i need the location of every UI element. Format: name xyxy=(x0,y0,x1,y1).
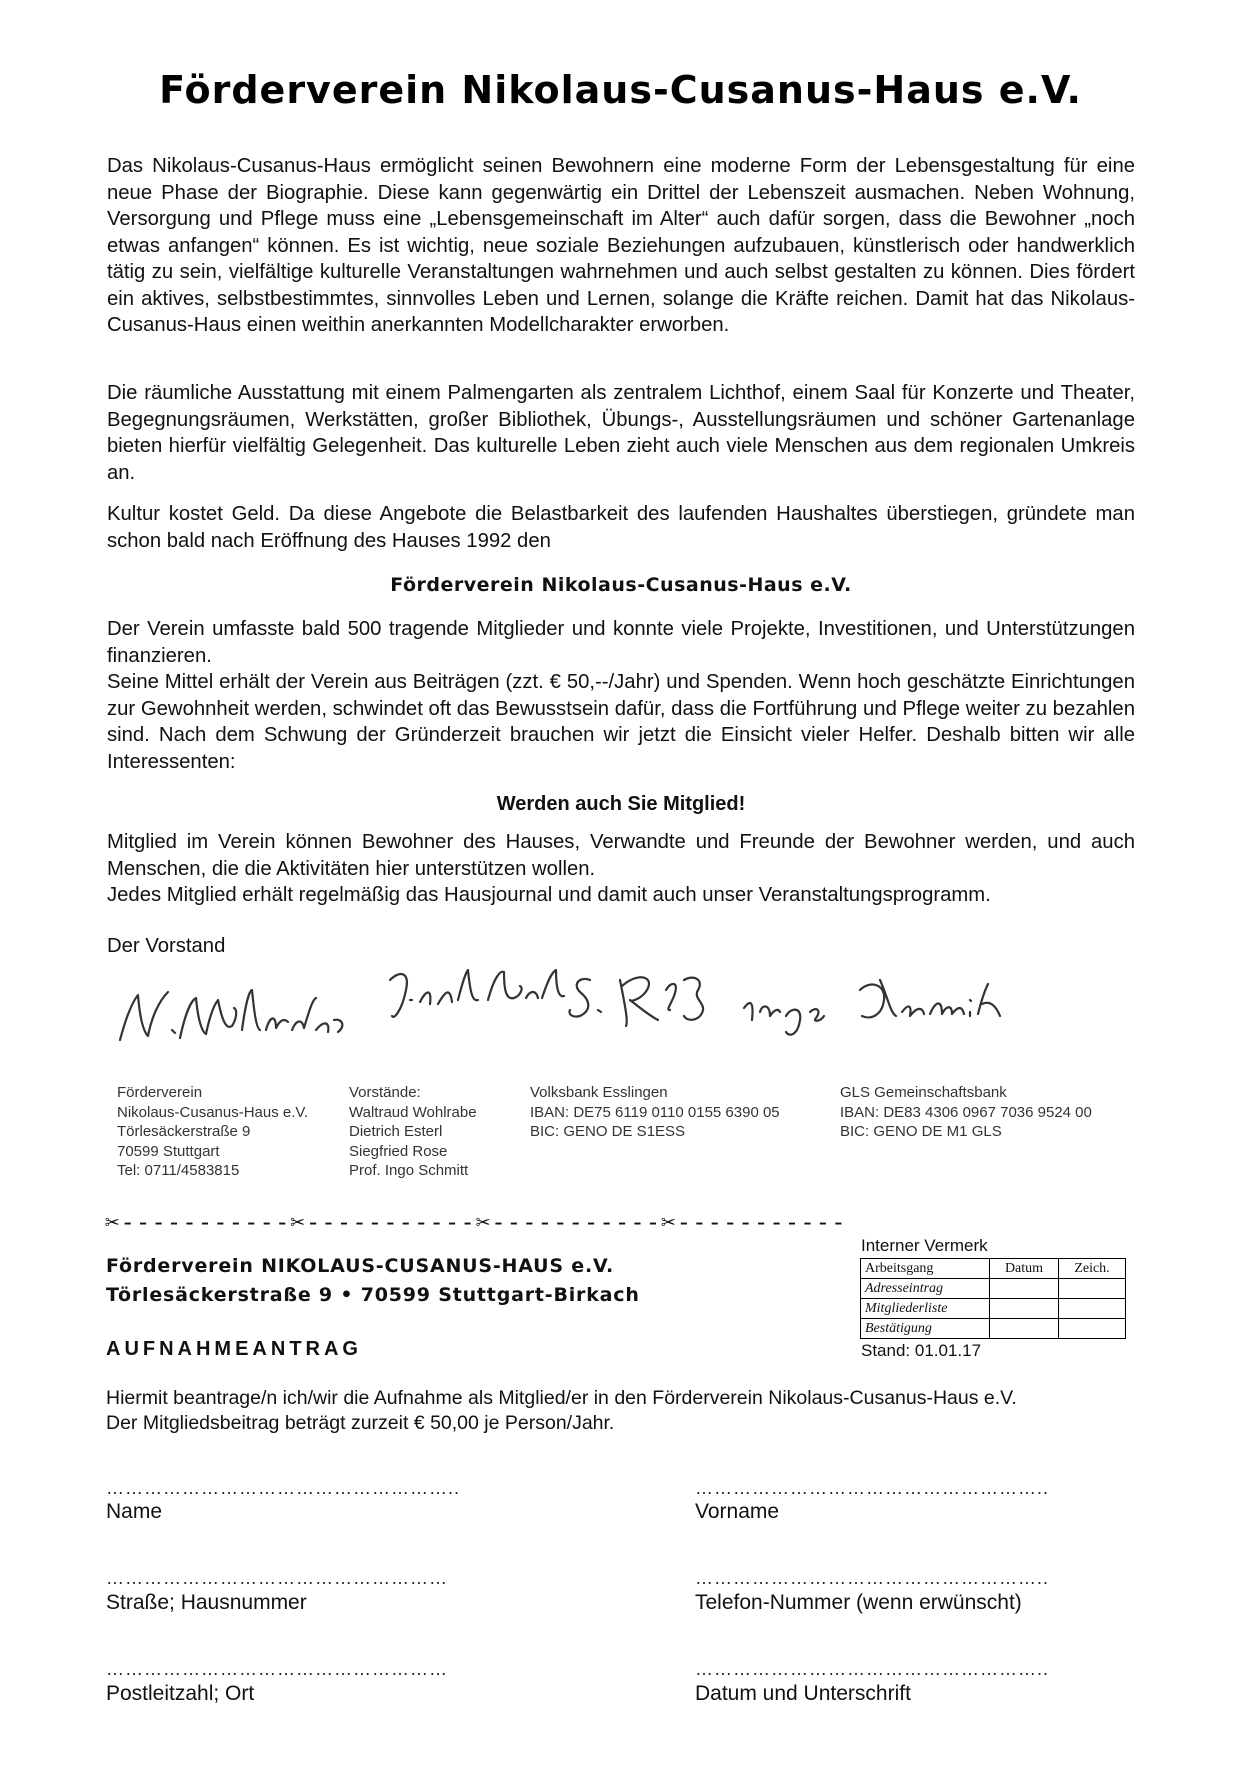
footer-bank-volksbank: Volksbank Esslingen IBAN: DE75 6119 0110 0155 6390 05 BIC: GENO DE S1ESS xyxy=(530,1084,780,1140)
sub-title: Förderverein Nikolaus-Cusanus-Haus e.V. xyxy=(390,574,852,596)
facilities-paragraph xyxy=(107,380,1135,486)
paragraph-funds: Seine Mittel erhält der Verein aus Beiträgen (zzt. € 50,--/Jahr) und Spenden. Wenn hoch geschätzte Einrichtungen zur Gewohnheit werden, schwindet oft das Bewusstsein dafür, dass die Fortführung und Pflege weiter zu bezahlen sind. Nach dem Schwung der Gründerzeit brauchen wir jetzt die Einsicht vieler Helfer. Deshalb bitten wir alle Interessenten: xyxy=(107,671,1135,773)
vorname-label: Vorname xyxy=(695,1500,780,1523)
name-label: Name xyxy=(106,1500,163,1523)
board-signatures xyxy=(110,960,1130,1060)
street-field[interactable]: ……………………………………………… xyxy=(106,1568,448,1588)
name-field[interactable]: ……………………………………………….. xyxy=(106,1478,461,1498)
signature-4 xyxy=(744,980,1000,1035)
form-org-name: Förderverein NIKOLAUS-CUSANUS-HAUS e.V. xyxy=(106,1255,615,1277)
signature-2 xyxy=(390,970,564,1017)
internal-note-table: Arbeitsgang Datum Zeich. Adresseintrag Mitgliederliste Bestätigung xyxy=(860,1258,1126,1339)
date-signature-field[interactable]: ……………………………………………….. xyxy=(695,1659,1050,1679)
paragraph-2: Die räumliche Ausstattung mit einem Palmengarten als zentralem Lichthof, einem Saal für Konzerte und Theater, Begegnungsräumen, Werkstätten, großer Bibliothek, Übungs-, Ausstellungsräumen und schöner Gartenanlage bieten hierfür vielfältig Gelegenheit. Das kulturelle Leben zieht auch viele Menschen aus dem regionalen Umkreis an. xyxy=(107,382,1135,484)
internal-note-title: Interner Vermerk xyxy=(861,1236,988,1255)
paragraph-journal: Jedes Mitglied erhält regelmäßig das Hausjournal und damit auch unser Veranstaltungsprogramm. xyxy=(107,884,991,906)
paragraph-members: Der Verein umfasste bald 500 tragende Mitglieder und konnte viele Projekte, Investitionen, und Unterstützungen finanzieren. xyxy=(107,618,1135,667)
footer-board: Vorstände: Waltraud Wohlrabe Dietrich Esterl Siegfried Rose Prof. Ingo Schmitt xyxy=(349,1084,477,1179)
paragraph-3: Kultur kostet Geld. Da diese Angebote die Belastbarkeit des laufenden Haushaltes überstiegen, gründete man schon bald nach Eröffnung des Hauses 1992 den xyxy=(107,503,1135,552)
form-heading: AUFNAHMEANTRAG xyxy=(106,1338,362,1360)
street-label: Straße; Hausnummer xyxy=(106,1591,307,1614)
members-paragraph xyxy=(107,616,1135,775)
postcode-label: Postleitzahl; Ort xyxy=(106,1682,255,1705)
date-signature-label: Datum und Unterschrift xyxy=(695,1682,911,1705)
cut-line: ✂-----------✂-----------✂-----------✂----------- xyxy=(105,1208,847,1236)
form-org-address: Törlesäckerstraße 9 • 70599 Stuttgart-Birkach xyxy=(106,1284,640,1306)
signature-3 xyxy=(569,977,703,1026)
paragraph-1: Das Nikolaus-Cusanus-Haus ermöglicht seinen Bewohnern eine moderne Form der Lebensgestaltung für eine neue Phase der Biographie. Diese kann gegenwärtig ein Drittel der Lebenszeit ausmachen. Neben Wohnung, Versorgung und Pflege muss eine „Lebensgemeinschaft im Alter“ auch dafür sorgen, dass die Bewohner „noch etwas anfangen“ können. Es ist wichtig, neue soziale Beziehungen aufzubauen, künstlerisch oder handwerklich tätig zu sein, vielfältige kulturelle Veranstaltungen wahrnehmen und auch selbst gestalten zu können. Dies fördert ein aktives, selbstbestimmtes, sinnvolles Leben und Lernen, solange die Kräfte reichen. Damit hat das Nikolaus-Cusanus-Haus einen weithin anerkannten Modellcharakter erworben. xyxy=(107,155,1135,336)
paragraph-who: Mitglied im Verein können Bewohner des Hauses, Verwandte und Freunde der Bewohner werden, und auch Menschen, die die Aktivitäten hier unterstützen wollen. xyxy=(107,831,1135,880)
call-to-action: Werden auch Sie Mitglied! xyxy=(496,793,746,815)
footer-address: Förderverein Nikolaus-Cusanus-Haus e.V. Törlesäckerstraße 9 70599 Stuttgart Tel: 0711/4583815 xyxy=(117,1084,309,1179)
form-version-stand: Stand: 01.01.17 xyxy=(861,1341,982,1360)
board-label: Der Vorstand xyxy=(107,935,226,957)
vorname-field[interactable]: ……………………………………………….. xyxy=(695,1478,1050,1498)
culture-paragraph xyxy=(107,501,1135,554)
page-title: Förderverein Nikolaus-Cusanus-Haus e.V. xyxy=(159,68,1082,112)
phone-label: Telefon-Nummer (wenn erwünscht) xyxy=(695,1591,1022,1614)
who-paragraph xyxy=(107,829,1135,909)
phone-field[interactable]: ……………………………………………….. xyxy=(695,1568,1050,1588)
signature-1 xyxy=(120,990,342,1040)
footer-bank-gls: GLS Gemeinschaftsbank IBAN: DE83 4306 0967 7036 9524 00 BIC: GENO DE M1 GLS xyxy=(840,1084,1092,1140)
postcode-field[interactable]: ……………………………………………… xyxy=(106,1659,448,1679)
intro-paragraph xyxy=(107,153,1135,339)
form-intro: Hiermit beantrage/n ich/wir die Aufnahme als Mitglied/er in den Förderverein Nikolaus-Cusanus-Haus e.V. Der Mitgliedsbeitrag beträgt zurzeit € 50,00 je Person/Jahr. xyxy=(106,1387,1017,1434)
